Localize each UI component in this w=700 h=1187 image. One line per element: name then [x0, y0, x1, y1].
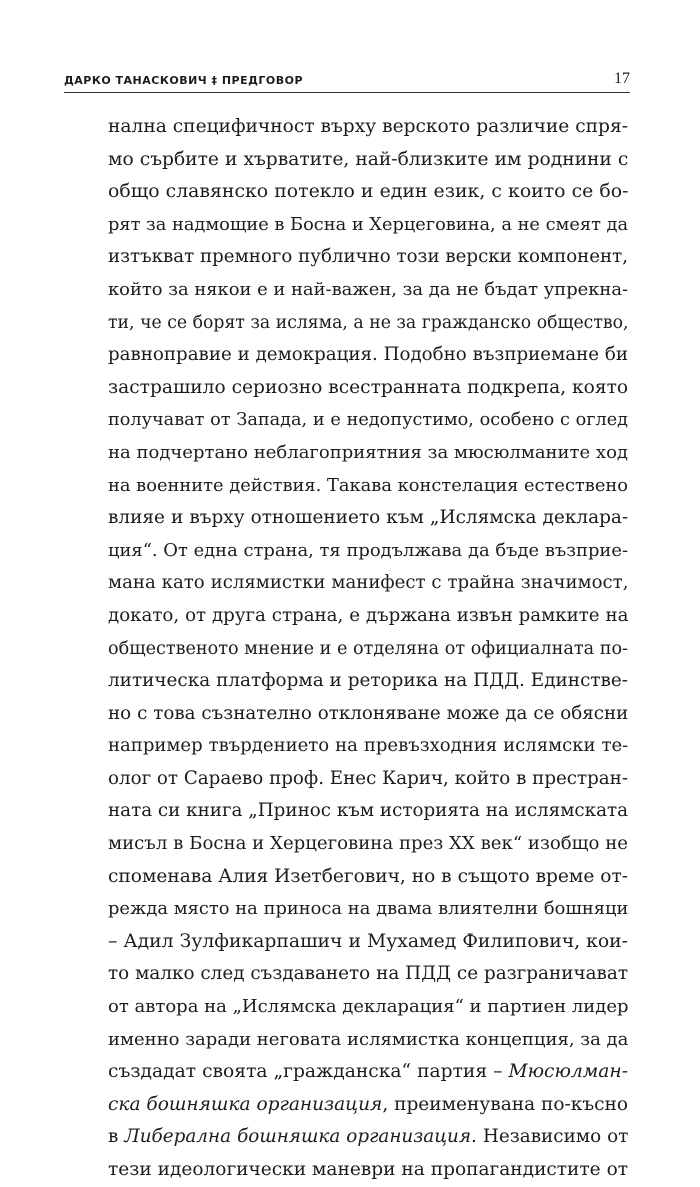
text-line: докато, от друга страна, е държана извън рамките на [108, 604, 629, 626]
text-line: но с това съзнателно отклоняване може да се обясни [108, 702, 629, 724]
text-segment: Независимо от [482, 1126, 629, 1148]
text-line: получават от Запада, и е недопустимо, особено с оглед [108, 410, 629, 431]
running-head: ДАРКО ТАНАСКОВИЧ ‡ ПРЕДГОВОР [64, 74, 304, 87]
text-line: който за някои е и най-важен, за да не бъдат упрекна- [108, 278, 629, 300]
text-segment: в [108, 1126, 119, 1148]
text-line: изтъкват премного публично този верски компонент, [108, 246, 628, 268]
text-line: на военните действия. Такава констелация естествено [108, 474, 628, 496]
text-line: равноправие и демокрация. Подобно възприемане би [108, 344, 628, 366]
text-line: мана като ислямистки манифест с трайна значимост, [108, 572, 629, 594]
body-text [108, 111, 628, 1187]
text-line [108, 1056, 628, 1089]
text-line: тези идеологически маневри на пропагандистите от [108, 1159, 628, 1180]
text-segment: създадат своята „гражданска“ партия – [108, 1061, 503, 1083]
text-line: рят за надмощие в Босна и Херцеговина, а не смеят да [108, 214, 629, 235]
text-line: мо сърбите и хърватите, най-близките им роднини с [108, 148, 629, 170]
text-line: именно заради неговата ислямистка концепция, за да [108, 1028, 629, 1050]
text-line: споменава Алия Изетбегович, но в същото време от- [108, 865, 628, 887]
page-header [64, 64, 630, 93]
text-line: на подчертано неблагоприятния за мюсюлманите ход [108, 441, 628, 463]
text-line [108, 1121, 628, 1154]
text-line: влияе и върху отношението към „Ислямска деклара- [108, 507, 629, 529]
italic-org-name: Либерална бошняшка организация. [124, 1126, 477, 1148]
text-line: ната си книга „Принос към историята на ислямската [108, 800, 628, 822]
italic-org-name: Мюсюлман- [508, 1061, 629, 1083]
text-line: нална специфичност върху верското различие спря- [108, 116, 628, 137]
text-line: – Адил Зулфикарпашич и Мухамед Филипович, кои- [108, 930, 628, 952]
text-line [108, 1089, 628, 1122]
text-line: застрашило сериозно всестранната подкрепа, която [108, 376, 629, 398]
text-line: мисъл в Босна и Херцеговина през XX век“ изобщо не [108, 833, 628, 855]
text-line: общественото мнение и е отделяна от официалната по- [108, 638, 628, 659]
text-line: то малко след създаването на ПДД се разграничават [108, 963, 628, 985]
text-line: литическа платформа и реторика на ПДД. Единстве- [108, 670, 628, 692]
text-line: от автора на „Ислямска декларация“ и партиен лидер [108, 996, 629, 1018]
text-line: ти, че се борят за исляма, а не за гражданско общество, [108, 312, 629, 333]
text-line: олог от Сараево проф. Енес Карич, който в престран- [108, 767, 629, 789]
text-line: например твърдението на превъзходния ислямски те- [108, 735, 629, 757]
text-line: режда място на приноса на двама влиятелни бошняци [108, 898, 629, 920]
italic-org-name: ска бошняшка организация [108, 1093, 383, 1115]
text-segment: , преименувана по-късно [382, 1093, 629, 1115]
text-line: общо славянско потекло и един език, с които се бо- [108, 181, 629, 203]
page-number: 17 [614, 70, 630, 87]
text-line: ция“. От една страна, тя продължава да бъде възприе- [108, 539, 628, 561]
